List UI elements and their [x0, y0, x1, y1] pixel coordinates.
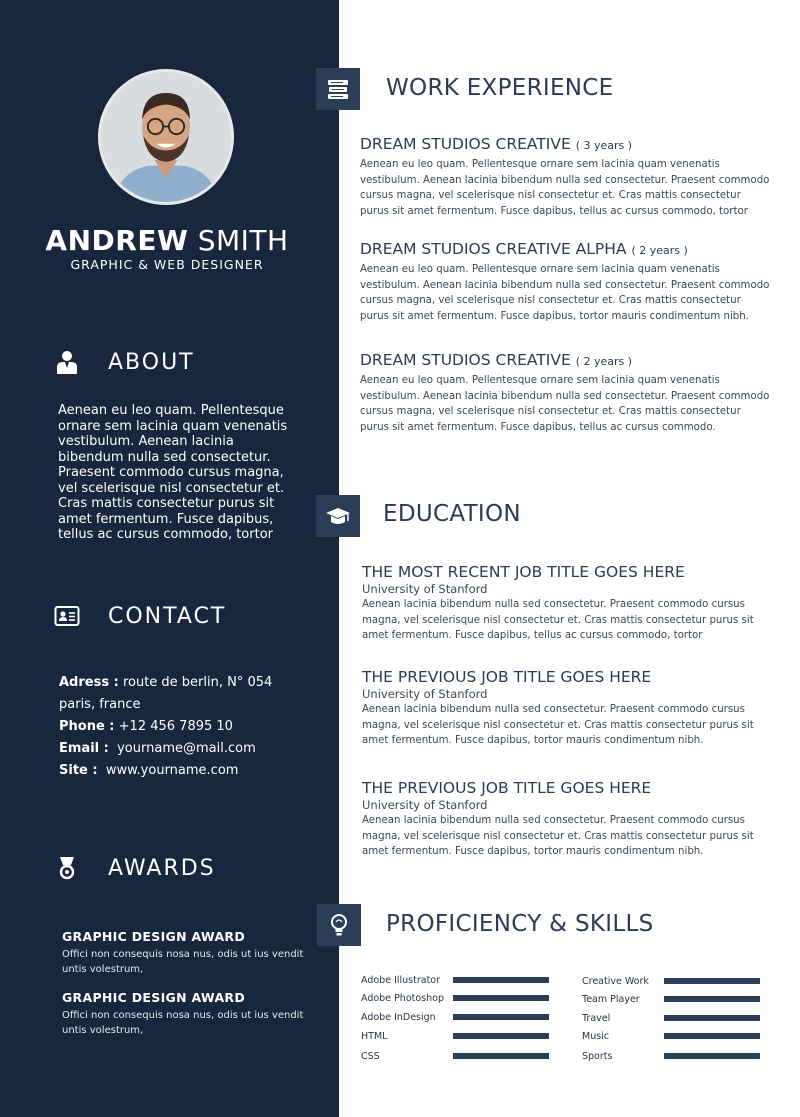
- skill-bar-fill: [453, 977, 549, 983]
- skill-name: Adobe Illustrator: [361, 974, 441, 986]
- work-item-title: DREAM STUDIOS CREATIVE ALPHA: [360, 240, 627, 258]
- contact-title: CONTACT: [108, 603, 227, 629]
- avatar: [98, 69, 234, 205]
- address-line-2: paris, france: [59, 697, 141, 712]
- work-icon-box: [316, 68, 360, 110]
- work-experience-title: WORK EXPERIENCE: [386, 75, 614, 101]
- phone-label: Phone :: [59, 719, 115, 734]
- about-title: ABOUT: [108, 349, 195, 375]
- skill-row: [361, 1049, 549, 1063]
- skill-bar-fill: [664, 978, 760, 984]
- first-name: ANDREW: [45, 224, 189, 257]
- skill-bar-fill: [453, 1033, 549, 1039]
- contact-heading: [52, 600, 226, 632]
- avatar-portrait-icon: [101, 72, 231, 202]
- skill-name: Music: [582, 1030, 610, 1042]
- education-item: [362, 779, 772, 860]
- skill-bar-fill: [664, 1033, 760, 1039]
- award-title: GRAPHIC DESIGN AWARD: [62, 990, 246, 1005]
- education-item-school: University of Stanford: [362, 687, 488, 701]
- skill-row: [361, 1029, 549, 1043]
- skill-bar: [453, 1053, 549, 1059]
- skills-title: PROFICIENCY & SKILLS: [386, 911, 654, 937]
- email-label: Email :: [59, 741, 109, 756]
- award-description: Offici non consequis nosa nus, odis ut ius vendit untis volestrum,: [62, 1010, 304, 1036]
- skill-name: Team Player: [582, 993, 640, 1005]
- work-item-years: ( 2 years ): [575, 355, 633, 368]
- email-value[interactable]: yourname@mail.com: [117, 741, 256, 756]
- skill-bar: [453, 977, 549, 983]
- id-card-icon: [52, 601, 82, 631]
- skill-row: [361, 973, 549, 987]
- work-item: [360, 135, 770, 219]
- awards-heading: [52, 852, 216, 884]
- site-label: Site :: [59, 763, 98, 778]
- skill-bar: [664, 1015, 760, 1021]
- skill-bar: [664, 996, 760, 1002]
- work-item-description: Aenean eu leo quam. Pellentesque ornare sem lacinia quam venenatis vestibulum. Aenean lacinia bibendum nulla sed consectetur. Praesent commodo cursus magna, vel scelerisque nisl consectetur et. Cras mattis consectetur purus sit amet fermentum. Fusce dapibus, tellus ac cursus commodo, tortor: [360, 159, 770, 217]
- education-item: [362, 563, 772, 644]
- skill-bar-fill: [664, 1015, 760, 1021]
- skill-bar-fill: [453, 1053, 549, 1059]
- work-item-title-line: [360, 240, 770, 258]
- skill-row: [361, 1010, 549, 1024]
- award-item: [62, 929, 312, 977]
- graduation-cap-icon: [325, 503, 351, 529]
- skills-icon-box: [317, 904, 361, 946]
- lightbulb-icon: [326, 912, 352, 938]
- site-value[interactable]: www.yourname.com: [105, 763, 239, 778]
- work-item-description: Aenean eu leo quam. Pellentesque ornare sem lacinia quam venenatis vestibulum. Aenean lacinia bibendum nulla sed consectetur. Praesent commodo cursus magna, vel scelerisque nisl consectetur et. Cras mattis consectetur purus sit amet fermentum. Fusce dapibus, tortor mauris condimentum nibh.: [360, 264, 770, 322]
- skill-bar: [453, 1014, 549, 1020]
- person-icon: [52, 347, 82, 377]
- skill-name: HTML: [361, 1030, 388, 1042]
- education-icon-box: [316, 495, 360, 537]
- education-item-description: Aenean lacinia bibendum nulla sed consectetur. Praesent commodo cursus magna, vel scelerisque nisl consectetur et. Cras mattis consectetur purus sit amet fermentum. Fusce dapibus, tortor mauris condimentum nibh.: [362, 704, 754, 746]
- trophy-icon: [52, 853, 82, 883]
- job-title: GRAPHIC & WEB DESIGNER: [70, 257, 264, 272]
- skill-row: [582, 992, 760, 1006]
- education-item-description: Aenean lacinia bibendum nulla sed consectetur. Praesent commodo cursus magna, vel scelerisque nisl consectetur et. Cras mattis consectetur purus sit amet fermentum. Fusce dapibus, tortor mauris condimentum nibh.: [362, 815, 754, 857]
- address-value: route de berlin, N° 054: [122, 675, 273, 690]
- education-item-title: THE PREVIOUS JOB TITLE GOES HERE: [362, 668, 652, 686]
- skill-row: [582, 1011, 760, 1025]
- award-description: Offici non consequis nosa nus, odis ut ius vendit untis volestrum,: [62, 949, 304, 975]
- skill-row: [582, 1049, 760, 1063]
- skill-bar: [453, 995, 549, 1001]
- phone-line: [59, 716, 319, 738]
- work-item: [360, 351, 770, 435]
- award-item: [62, 990, 312, 1038]
- work-item-description: Aenean eu leo quam. Pellentesque ornare sem lacinia quam venenatis vestibulum. Aenean lacinia bibendum nulla sed consectetur. Praesent commodo cursus magna, vel scelerisque nisl consectetur et. Cras mattis consectetur purus sit amet fermentum. Fusce dapibus, tellus ac cursus commodo.: [360, 375, 770, 433]
- education-title: EDUCATION: [383, 501, 521, 527]
- full-name: [0, 223, 334, 259]
- education-item-title: THE MOST RECENT JOB TITLE GOES HERE: [362, 563, 685, 581]
- skill-row: [582, 1029, 760, 1043]
- education-item: [362, 668, 772, 749]
- skill-name: Sports: [582, 1050, 613, 1062]
- skill-name: Creative Work: [582, 975, 649, 987]
- education-item-school: University of Stanford: [362, 798, 488, 812]
- work-item-title: DREAM STUDIOS CREATIVE: [360, 135, 571, 153]
- skill-bar-fill: [453, 1014, 549, 1020]
- work-item-years: ( 2 years ): [631, 244, 688, 257]
- address-label: Adress :: [59, 675, 119, 690]
- skill-bar-fill: [664, 996, 760, 1002]
- about-heading: [52, 346, 195, 378]
- awards-title: AWARDS: [108, 855, 216, 881]
- work-item-years: ( 3 years ): [575, 139, 633, 152]
- education-item-title: THE PREVIOUS JOB TITLE GOES HERE: [362, 779, 652, 797]
- work-item-title-line: [360, 351, 770, 369]
- education-item-description: Aenean lacinia bibendum nulla sed consectetur. Praesent commodo cursus magna, vel scelerisque nisl consectetur et. Cras mattis consectetur purus sit amet fermentum. Fusce dapibus, tellus ac cursus commodo, tortor: [362, 599, 754, 641]
- education-item-school: University of Stanford: [362, 582, 488, 596]
- books-icon: [325, 76, 351, 102]
- email-line: [59, 738, 319, 760]
- skill-bar: [664, 978, 760, 984]
- award-title: GRAPHIC DESIGN AWARD: [62, 929, 246, 944]
- skill-row: [361, 991, 549, 1005]
- about-text: Aenean eu leo quam. Pellentesque ornare sem lacinia quam venenatis vestibulum. Aenean lacinia bibendum nulla sed consectetur. Praesent commodo cursus magna, vel scelerisque nisl consectetur et. Cras mattis consectetur purus sit amet fermentum. Fusce dapibus, tellus ac cursus commodo, tortor: [58, 403, 288, 542]
- phone-value: +12 456 7895 10: [118, 719, 233, 734]
- skill-bar-fill: [453, 995, 549, 1001]
- site-line: [59, 760, 319, 782]
- last-name: SMITH: [197, 224, 289, 257]
- work-item-title: DREAM STUDIOS CREATIVE: [360, 351, 571, 369]
- work-item-title-line: [360, 135, 770, 153]
- skill-bar: [664, 1033, 760, 1039]
- skill-bar-fill: [664, 1053, 760, 1059]
- skill-name: CSS: [361, 1050, 380, 1062]
- skill-row: [582, 974, 760, 988]
- skill-bar: [664, 1053, 760, 1059]
- skill-name: Adobe InDesign: [361, 1011, 436, 1023]
- address-line: [59, 672, 319, 694]
- skill-bar: [453, 1033, 549, 1039]
- skill-name: Travel: [582, 1012, 611, 1024]
- work-item: [360, 240, 770, 324]
- skill-name: Adobe Photoshop: [361, 992, 444, 1004]
- contact-details: [59, 672, 319, 782]
